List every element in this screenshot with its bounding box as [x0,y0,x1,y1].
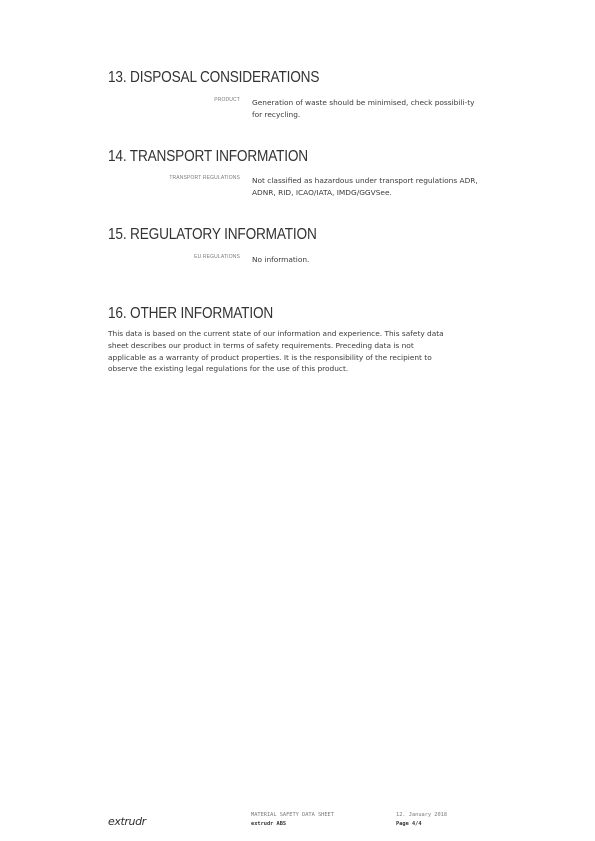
footer-date: 12. January 2018 [396,812,448,818]
footer-product: extrudr ABS [251,821,287,827]
other-information-paragraph: This data is based on the current state of our information and experience. This safety data sheet describes our product in terms of safety requirements. Preceding data is not applicable as a warranty of product properties. It is the responsibility of the recipient to observe the existing legal regulations for the use of this product. [108,329,444,374]
footer-doc-type: MATERIAL SAFETY DATA SHEET [251,812,334,818]
row-label: TRANSPORT REGULATIONS [169,175,240,181]
section-title: 15. REGULATORY INFORMATION [108,226,317,243]
section-title: 13. DISPOSAL CONSIDERATIONS [108,69,320,86]
section-other-information [108,305,488,374]
section-disposal-considerations [108,69,488,119]
row-value: Not classified as hazardous under transport regulations ADR, ADNR, RID, ICAO/IATA, IMDG/GGVSee. [252,176,478,197]
footer-date-page [396,811,447,829]
row-label: EU REGULATIONS [194,254,240,260]
footer-document-info [251,811,334,829]
footer-page-number: Page 4/4 [396,821,422,827]
section-title: 16. OTHER INFORMATION [108,305,274,322]
row-label: PRODUCT [214,97,240,103]
row-value: Generation of waste should be minimised, check possibili-ty for recycling. [252,98,475,119]
section-title: 14. TRANSPORT INFORMATION [108,148,308,165]
section-transport-information [108,148,488,197]
section-regulatory-information [108,226,488,264]
row-value: No information. [252,255,310,264]
extrudr-logo [108,812,160,830]
logo-text: extrudr [108,815,146,828]
